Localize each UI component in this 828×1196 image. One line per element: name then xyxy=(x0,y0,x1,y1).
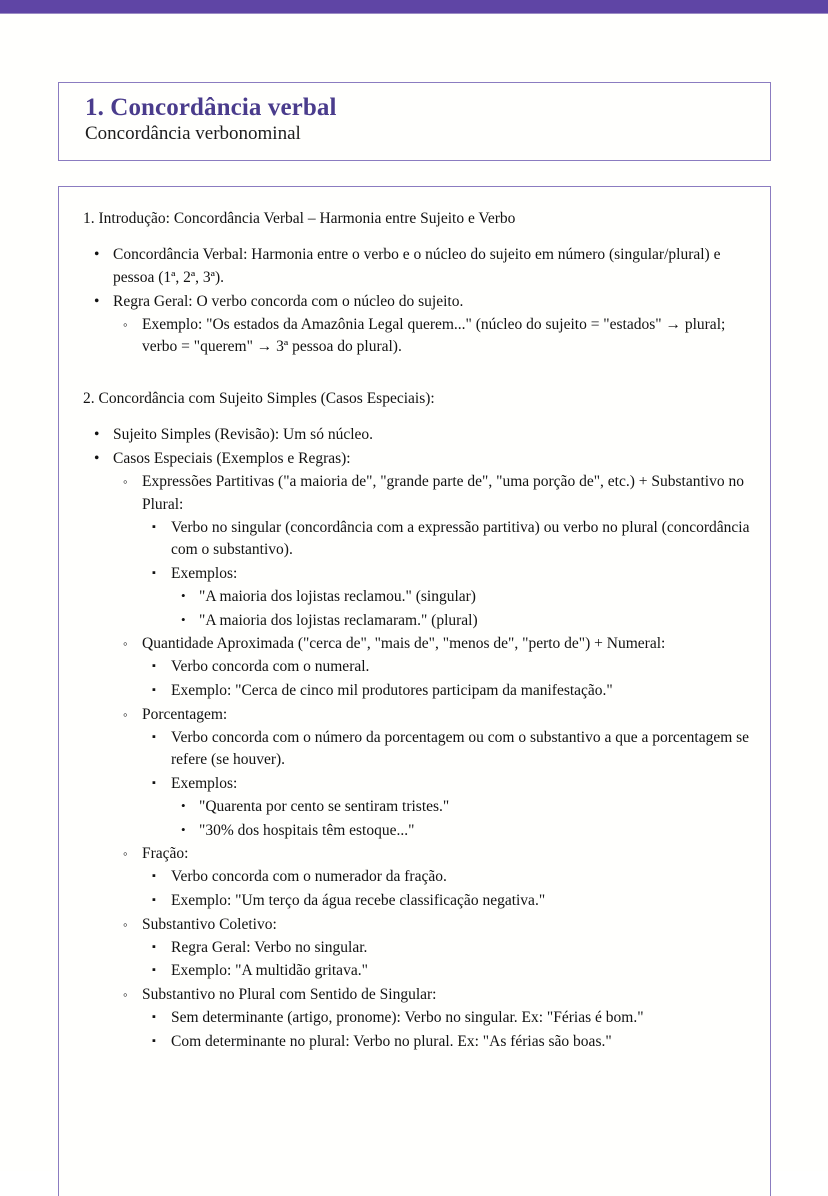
nested-list xyxy=(171,796,754,843)
list-item xyxy=(83,244,754,290)
bullet-disc-icon: • xyxy=(94,292,100,310)
list-item xyxy=(142,680,754,703)
list-item xyxy=(142,866,754,889)
list-item xyxy=(171,586,754,609)
bullet-disc-icon: • xyxy=(181,587,186,603)
list-item xyxy=(142,890,754,913)
list-item-text: Com determinante no plural: Verbo no plural. Ex: "As férias são boas." xyxy=(171,1032,612,1050)
list-item xyxy=(83,448,754,1053)
list-item-text: Substantivo Coletivo: xyxy=(142,915,277,933)
bullet-square-icon: ▪ xyxy=(152,730,156,743)
bullet-circle-icon: ◦ xyxy=(123,706,128,722)
bullet-square-icon: ▪ xyxy=(152,1034,156,1047)
list-item-text: Regra Geral: Verbo no singular. xyxy=(171,938,368,956)
bullet-circle-icon: ◦ xyxy=(123,916,128,932)
list-item xyxy=(142,727,754,773)
list-item-text: Verbo concorda com o numeral. xyxy=(171,658,370,676)
list-item xyxy=(83,291,754,359)
list-item xyxy=(142,517,754,563)
list-item xyxy=(113,914,754,983)
nested-list xyxy=(113,314,754,360)
list-item-text: Porcentagem: xyxy=(142,705,228,723)
list-item xyxy=(113,704,754,843)
list-item-text: Fração: xyxy=(142,845,189,863)
section-2-list xyxy=(83,424,754,1053)
nested-list xyxy=(142,866,754,913)
list-item xyxy=(83,424,754,447)
nested-list xyxy=(171,586,754,633)
bullet-disc-icon: • xyxy=(181,611,186,627)
list-item xyxy=(142,937,754,960)
list-item-text: Exemplo: "Um terço da água recebe classificação negativa." xyxy=(171,892,546,910)
page-title: 1. Concordância verbal xyxy=(85,94,337,121)
list-item-text: "A maioria dos lojistas reclamaram." (plural) xyxy=(199,611,478,629)
list-item xyxy=(142,1007,754,1030)
bullet-disc-icon: • xyxy=(181,797,186,813)
list-item-text: Quantidade Aproximada ("cerca de", "mais de", "menos de", "perto de") + Numeral: xyxy=(142,635,666,653)
nested-list xyxy=(142,656,754,703)
bullet-square-icon: ▪ xyxy=(152,567,156,580)
bullet-square-icon: ▪ xyxy=(152,870,156,883)
list-item xyxy=(171,820,754,843)
bullet-circle-icon: ◦ xyxy=(123,987,128,1003)
list-item-text: Exemplo: "Os estados da Amazônia Legal querem..." (núcleo do sujeito = "estados" → plural; verbo = "querem" → 3ª pessoa do plural). xyxy=(142,315,726,356)
list-item-text: Verbo concorda com o numerador da fração. xyxy=(171,868,447,886)
list-item-text: Regra Geral: O verbo concorda com o núcleo do sujeito. xyxy=(113,292,464,310)
list-item-text: Exemplos: xyxy=(171,565,238,583)
list-item xyxy=(113,984,754,1053)
nested-list xyxy=(142,937,754,984)
page-subtitle: Concordância verbonominal xyxy=(85,123,301,144)
list-item xyxy=(142,1031,754,1054)
list-item xyxy=(142,773,754,842)
list-item-text: Exemplo: "Cerca de cinco mil produtores participam da manifestação." xyxy=(171,682,613,699)
bullet-square-icon: ▪ xyxy=(152,894,156,907)
list-item-text: Exemplo: "A multidão gritava." xyxy=(171,962,368,980)
list-item xyxy=(171,796,754,819)
bullet-circle-icon: ◦ xyxy=(123,473,128,489)
section-1-heading: 1. Introdução: Concordância Verbal – Harmonia entre Sujeito e Verbo xyxy=(83,210,516,227)
bullet-square-icon: ▪ xyxy=(152,684,156,696)
bullet-circle-icon: ◦ xyxy=(123,316,128,332)
list-item-text: Casos Especiais (Exemplos e Regras): xyxy=(113,450,351,468)
list-item-text: Exemplos: xyxy=(171,775,238,793)
list-item xyxy=(171,610,754,633)
top-accent-bar xyxy=(0,0,828,14)
list-item-text: "30% dos hospitais têm estoque..." xyxy=(199,821,415,839)
bullet-square-icon: ▪ xyxy=(152,777,156,790)
title-card-inner xyxy=(59,83,770,145)
list-item xyxy=(142,656,754,679)
list-item-text: "A maioria dos lojistas reclamou." (singular) xyxy=(199,587,476,605)
content-body xyxy=(59,187,770,1054)
bullet-square-icon: ▪ xyxy=(152,660,156,673)
bullet-square-icon: ▪ xyxy=(152,520,156,533)
content-card xyxy=(58,186,771,1196)
bullet-disc-icon: • xyxy=(94,246,100,264)
list-item-text: Verbo no singular (concordância com a expressão partitiva) ou verbo no plural (concordância com o substantivo). xyxy=(171,518,750,559)
nested-list xyxy=(142,727,754,843)
list-item xyxy=(142,960,754,983)
nested-list xyxy=(142,517,754,633)
nested-list xyxy=(113,471,754,1054)
list-item-text: Sem determinante (artigo, pronome): Verbo no singular. Ex: "Férias é bom." xyxy=(171,1008,644,1026)
list-item-text: Concordância Verbal: Harmonia entre o verbo e o núcleo do sujeito em número (singular/plural) e pessoa (1ª, 2ª, 3ª). xyxy=(113,246,721,287)
bullet-circle-icon: ◦ xyxy=(123,636,128,652)
section-1-list xyxy=(83,244,754,359)
list-item xyxy=(113,633,754,702)
list-item-text: Verbo concorda com o número da porcentagem ou com o substantivo a que a porcentagem se refere (se houver). xyxy=(171,728,750,769)
list-item-text: Sujeito Simples (Revisão): Um só núcleo. xyxy=(113,426,374,444)
bullet-disc-icon: • xyxy=(94,450,100,468)
bullet-square-icon: ▪ xyxy=(152,1010,156,1023)
nested-list xyxy=(142,1007,754,1054)
list-item xyxy=(142,563,754,632)
list-item-text: Substantivo no Plural com Sentido de Singular: xyxy=(142,986,437,1004)
bullet-disc-icon: • xyxy=(94,426,100,444)
section-2-heading: 2. Concordância com Sujeito Simples (Casos Especiais): xyxy=(83,390,435,408)
bullet-square-icon: ▪ xyxy=(152,940,156,953)
bullet-square-icon: ▪ xyxy=(152,964,156,977)
bullet-disc-icon: • xyxy=(181,821,186,837)
list-item xyxy=(113,314,754,360)
list-item-text: Expressões Partitivas ("a maioria de", "grande parte de", "uma porção de", etc.) + Substantivo no Plural: xyxy=(142,472,744,513)
list-item xyxy=(113,471,754,632)
bullet-circle-icon: ◦ xyxy=(123,846,128,862)
list-item-text: "Quarenta por cento se sentiram tristes." xyxy=(199,797,450,815)
title-card xyxy=(58,82,771,161)
list-item xyxy=(113,843,754,912)
